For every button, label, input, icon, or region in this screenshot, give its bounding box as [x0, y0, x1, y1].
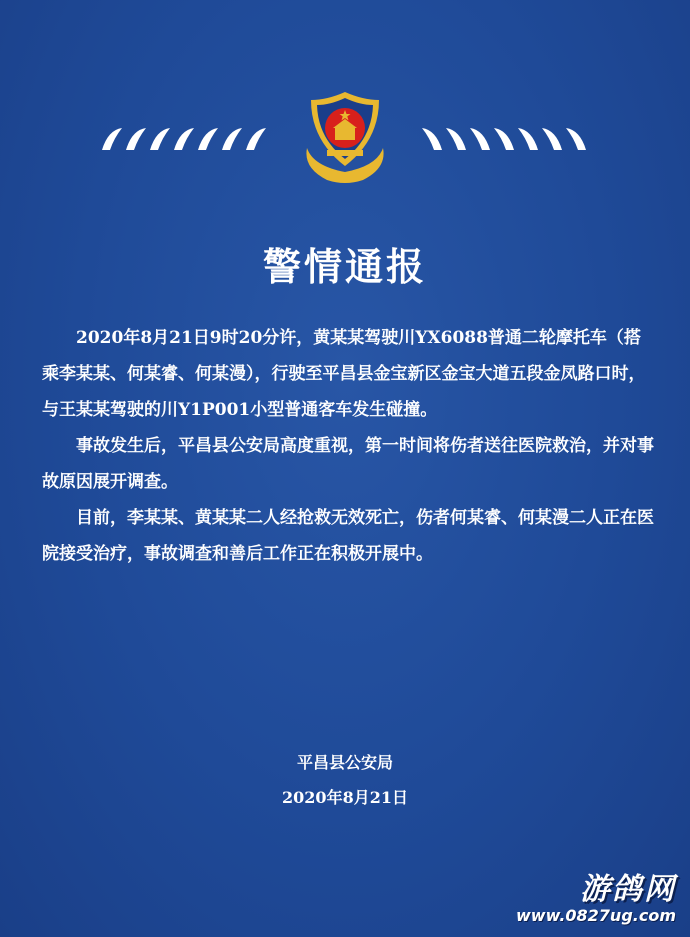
- signature-block: [0, 745, 690, 815]
- paragraph-incident: 2020年8月21日9时20分许，黄某某驾驶川YX6088普通二轮摩托车（搭乘李某某、何某睿、何某漫），行驶至平昌县金宝新区金宝大道五段金凤路口时，与王某某驾驶的川Y1P001小型普通客车发生碰撞。: [42, 328, 646, 420]
- issuer-name: 平昌县公安局: [296, 753, 393, 772]
- right-wing-icon: [418, 126, 588, 154]
- site-watermark: [516, 864, 676, 925]
- watermark-logo: 游鸽网: [580, 872, 676, 907]
- notice-body: [42, 320, 654, 572]
- paragraph-response: 事故发生后，平昌县公安局高度重视，第一时间将伤者送往医院救治，并对事故原因展开调查。: [42, 436, 654, 492]
- issue-date: 2020年8月21日: [282, 788, 408, 807]
- paragraph-status: 目前，李某某、黄某某二人经抢救无效死亡，伤者何某睿、何某漫二人正在医院接受治疗，事故调查和善后工作正在积极开展中。: [42, 508, 654, 564]
- police-emblem-icon: [297, 88, 393, 188]
- notice-header: [0, 88, 690, 198]
- left-wing-icon: [100, 126, 270, 154]
- page-title: 警情通报: [262, 244, 427, 289]
- watermark-url: www.0827ug.com: [516, 906, 676, 925]
